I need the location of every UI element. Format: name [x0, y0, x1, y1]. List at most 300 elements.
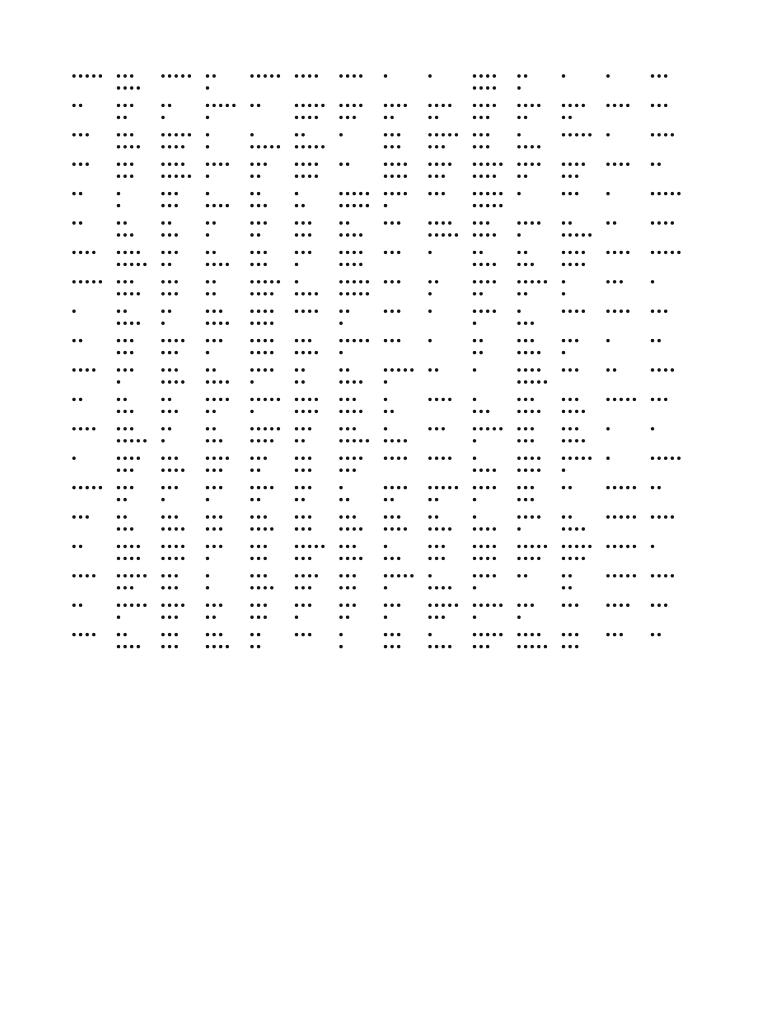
dot [442, 616, 445, 619]
dot [264, 204, 267, 207]
dot [428, 163, 431, 166]
dot [410, 368, 413, 371]
dot [181, 145, 184, 148]
dot [315, 398, 318, 401]
dot [626, 251, 629, 254]
dot [175, 351, 178, 354]
dot [473, 104, 476, 107]
dot [473, 616, 476, 619]
dot [562, 310, 565, 313]
dot [219, 457, 222, 460]
dot [442, 192, 445, 195]
dot [212, 616, 215, 619]
dot [301, 498, 304, 501]
dot [486, 645, 489, 648]
dot [123, 322, 126, 325]
dot [657, 368, 660, 371]
dot [301, 251, 304, 254]
dot [295, 204, 298, 207]
dot [524, 74, 527, 77]
dot [72, 515, 75, 518]
dot [353, 604, 356, 607]
dot [308, 74, 311, 77]
dot [92, 574, 95, 577]
dot [479, 221, 482, 224]
dot [575, 457, 578, 460]
dot [308, 486, 311, 489]
dot [315, 175, 318, 178]
dot [537, 221, 540, 224]
dot [442, 163, 445, 166]
dot [212, 74, 215, 77]
dot [633, 398, 636, 401]
dot [161, 645, 164, 648]
dot [493, 574, 496, 577]
dot [321, 545, 324, 548]
dot [473, 192, 476, 195]
dot [79, 604, 82, 607]
dot [493, 86, 496, 89]
dot [161, 175, 164, 178]
dot [175, 574, 178, 577]
dot [428, 486, 431, 489]
dot [404, 486, 407, 489]
dot [250, 192, 253, 195]
dot [86, 280, 89, 283]
dot [226, 263, 229, 266]
dot [620, 163, 623, 166]
dot [531, 322, 534, 325]
dot [657, 515, 660, 518]
dot [613, 633, 616, 636]
dot [442, 545, 445, 548]
dot [582, 104, 585, 107]
dot [473, 86, 476, 89]
dot [435, 233, 438, 236]
dot [473, 410, 476, 413]
dot [99, 74, 102, 77]
dot [390, 368, 393, 371]
dot [588, 545, 591, 548]
dot [123, 163, 126, 166]
dot [651, 427, 654, 430]
dot [206, 280, 209, 283]
dot [301, 163, 304, 166]
dot [353, 292, 356, 295]
dot [264, 145, 267, 148]
dot [206, 645, 209, 648]
dot [123, 145, 126, 148]
dot [123, 486, 126, 489]
dot [397, 645, 400, 648]
dot [161, 351, 164, 354]
dot [384, 545, 387, 548]
dot [473, 574, 476, 577]
dot [613, 515, 616, 518]
dot [264, 427, 267, 430]
dot [390, 557, 393, 560]
dot [428, 427, 431, 430]
dot [473, 457, 476, 460]
dot [524, 351, 527, 354]
dot [277, 398, 280, 401]
dot [175, 469, 178, 472]
dot [562, 486, 565, 489]
dot [301, 486, 304, 489]
dot [517, 574, 520, 577]
dot [664, 604, 667, 607]
dot [301, 545, 304, 548]
dot [435, 398, 438, 401]
dot [206, 233, 209, 236]
dot [137, 604, 140, 607]
dot [117, 380, 120, 383]
dot [72, 427, 75, 430]
dot [79, 163, 82, 166]
dot [524, 557, 527, 560]
dot [130, 439, 133, 442]
dot [524, 280, 527, 283]
dot [479, 74, 482, 77]
dot [212, 410, 215, 413]
dot [606, 221, 609, 224]
dot [295, 351, 298, 354]
dot [517, 457, 520, 460]
dot [175, 204, 178, 207]
dot [455, 133, 458, 136]
dot [479, 116, 482, 119]
dot [384, 280, 387, 283]
dot [250, 145, 253, 148]
dot [219, 486, 222, 489]
dot [664, 133, 667, 136]
dot [537, 145, 540, 148]
dot [657, 574, 660, 577]
dot [219, 322, 222, 325]
dot [308, 104, 311, 107]
dot [315, 116, 318, 119]
dot [651, 251, 654, 254]
dot [212, 398, 215, 401]
dot [161, 616, 164, 619]
dot [264, 163, 267, 166]
dot [531, 469, 534, 472]
dot [175, 233, 178, 236]
dot [143, 263, 146, 266]
dot [390, 280, 393, 283]
dot [206, 133, 209, 136]
dot [117, 310, 120, 313]
dot [677, 192, 680, 195]
dot [397, 557, 400, 560]
dot [582, 557, 585, 560]
dot [219, 163, 222, 166]
dot [575, 339, 578, 342]
dot [257, 645, 260, 648]
dot [384, 163, 387, 166]
dot [168, 368, 171, 371]
dot [479, 145, 482, 148]
dot [562, 410, 565, 413]
dot [250, 527, 253, 530]
dot [257, 586, 260, 589]
dot [301, 104, 304, 107]
dot [86, 633, 89, 636]
dot [117, 192, 120, 195]
dot [206, 192, 209, 195]
dot [664, 398, 667, 401]
dot [664, 310, 667, 313]
dot [473, 427, 476, 430]
dot [301, 133, 304, 136]
dot [339, 633, 342, 636]
dot [575, 427, 578, 430]
dot [264, 515, 267, 518]
dot [493, 263, 496, 266]
dot [486, 633, 489, 636]
dot [397, 339, 400, 342]
dot [117, 163, 120, 166]
dot [117, 616, 120, 619]
dot [524, 604, 527, 607]
dot [473, 545, 476, 548]
dot [339, 221, 342, 224]
dot [479, 192, 482, 195]
dot [651, 486, 654, 489]
dot [384, 486, 387, 489]
dot [137, 322, 140, 325]
dot [517, 310, 520, 313]
dot [295, 557, 298, 560]
dot [72, 163, 75, 166]
dot [537, 515, 540, 518]
dot [161, 427, 164, 430]
dot [301, 410, 304, 413]
dot [582, 527, 585, 530]
dot [257, 292, 260, 295]
dot [295, 280, 298, 283]
dot [428, 645, 431, 648]
dot [473, 633, 476, 636]
dot [161, 221, 164, 224]
dot [575, 604, 578, 607]
dot [295, 545, 298, 548]
dot [384, 175, 387, 178]
dot [92, 280, 95, 283]
dot [479, 163, 482, 166]
dot [626, 163, 629, 166]
dot [161, 557, 164, 560]
dot [277, 427, 280, 430]
dot [308, 251, 311, 254]
dot [219, 469, 222, 472]
dot [517, 116, 520, 119]
dot [181, 163, 184, 166]
dot [161, 280, 164, 283]
dot [664, 457, 667, 460]
dot [442, 398, 445, 401]
dot [397, 192, 400, 195]
dot [473, 292, 476, 295]
dot [168, 515, 171, 518]
dot [339, 616, 342, 619]
dot [123, 604, 126, 607]
dot [353, 380, 356, 383]
dot [397, 104, 400, 107]
dot [473, 498, 476, 501]
dot [219, 645, 222, 648]
dot [606, 486, 609, 489]
dot [264, 368, 267, 371]
dot [473, 645, 476, 648]
dot [257, 633, 260, 636]
dot [346, 292, 349, 295]
dot [448, 457, 451, 460]
dot [206, 439, 209, 442]
dot [626, 104, 629, 107]
dot [212, 527, 215, 530]
dot [168, 380, 171, 383]
dot [562, 251, 565, 254]
dot [575, 439, 578, 442]
dot [353, 410, 356, 413]
dot [250, 427, 253, 430]
dot [175, 163, 178, 166]
dot [353, 192, 356, 195]
dot [264, 574, 267, 577]
dot [226, 204, 229, 207]
dot [562, 221, 565, 224]
dot [633, 545, 636, 548]
dot [295, 163, 298, 166]
dot [161, 251, 164, 254]
dot [339, 104, 342, 107]
dot [308, 545, 311, 548]
dot [130, 322, 133, 325]
dot [473, 280, 476, 283]
dot [250, 557, 253, 560]
dot [493, 527, 496, 530]
dot [161, 133, 164, 136]
dot [123, 292, 126, 295]
dot [397, 574, 400, 577]
dot [219, 398, 222, 401]
dot [130, 86, 133, 89]
dot [384, 410, 387, 413]
dot [212, 368, 215, 371]
dot [295, 175, 298, 178]
dot [175, 251, 178, 254]
dot [72, 280, 75, 283]
dot [339, 204, 342, 207]
dot [257, 398, 260, 401]
dot [562, 457, 565, 460]
dot [517, 545, 520, 548]
dot [499, 633, 502, 636]
dot [123, 574, 126, 577]
dot [117, 498, 120, 501]
dot [72, 457, 75, 460]
dot [161, 104, 164, 107]
dot [175, 557, 178, 560]
dot [568, 574, 571, 577]
dot [562, 368, 565, 371]
dot [219, 633, 222, 636]
dot [633, 515, 636, 518]
dot [435, 586, 438, 589]
dot [308, 221, 311, 224]
dot [250, 175, 253, 178]
dot [384, 616, 387, 619]
dot [315, 145, 318, 148]
dot [410, 574, 413, 577]
dot [339, 410, 342, 413]
dot [493, 233, 496, 236]
dot [168, 604, 171, 607]
dot [206, 457, 209, 460]
dot [568, 251, 571, 254]
dot [606, 339, 609, 342]
dot [671, 368, 674, 371]
dot [366, 204, 369, 207]
dot [295, 515, 298, 518]
dot [219, 204, 222, 207]
dot [212, 280, 215, 283]
dot [264, 280, 267, 283]
dot [390, 310, 393, 313]
dot [301, 145, 304, 148]
dot [123, 633, 126, 636]
dot [493, 104, 496, 107]
dot [301, 221, 304, 224]
dot [651, 515, 654, 518]
dot [339, 368, 342, 371]
dot [390, 410, 393, 413]
dot [339, 233, 342, 236]
dot [250, 469, 253, 472]
dot [613, 398, 616, 401]
dot [651, 339, 654, 342]
dot [168, 574, 171, 577]
dot [117, 339, 120, 342]
dot [359, 251, 362, 254]
dot [486, 280, 489, 283]
dot [168, 486, 171, 489]
dot [524, 221, 527, 224]
dot [531, 457, 534, 460]
dot [606, 515, 609, 518]
dot [537, 280, 540, 283]
dot [277, 280, 280, 283]
dot [264, 486, 267, 489]
dot [575, 645, 578, 648]
dot [161, 263, 164, 266]
dot [168, 427, 171, 430]
dot [606, 368, 609, 371]
dot [92, 74, 95, 77]
dot [117, 439, 120, 442]
dot [264, 557, 267, 560]
dot [346, 192, 349, 195]
dot [384, 204, 387, 207]
dot [562, 175, 565, 178]
dot [257, 545, 260, 548]
dot [212, 633, 215, 636]
dot [99, 486, 102, 489]
dot [130, 104, 133, 107]
dot [161, 339, 164, 342]
dot [257, 515, 260, 518]
